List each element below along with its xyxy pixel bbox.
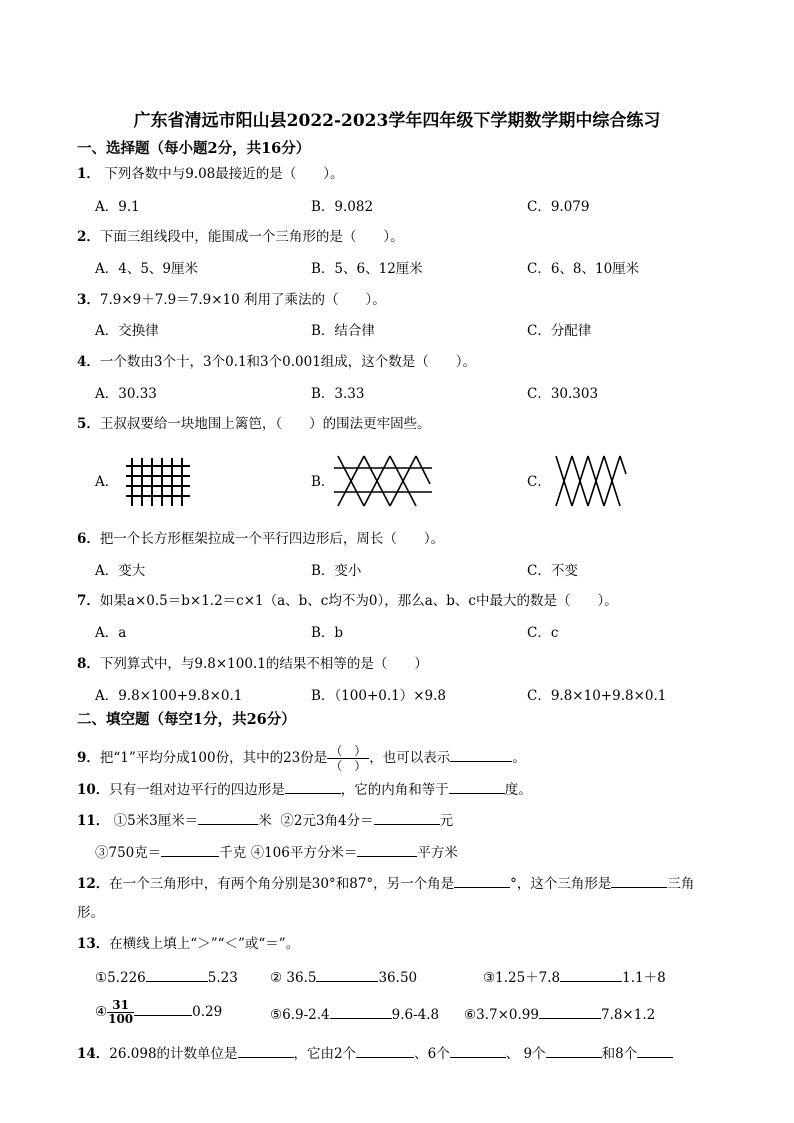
- unit-label: 平方米: [417, 845, 458, 861]
- compare-left: 36.5: [286, 970, 317, 986]
- answer-blank[interactable]: [357, 842, 417, 857]
- question-number: 3．: [77, 292, 100, 308]
- question-5: [77, 415, 431, 433]
- answer-blank[interactable]: [161, 842, 219, 857]
- answer-blank[interactable]: [146, 967, 208, 982]
- question-7: [77, 592, 618, 610]
- question-number: 8．: [77, 656, 100, 672]
- question-number: 11．: [77, 813, 110, 829]
- answer-blank[interactable]: [238, 1043, 294, 1058]
- question-text: 、 9个: [505, 1046, 546, 1062]
- option-b: B．9.082: [311, 199, 374, 215]
- option-c: C．30.303: [527, 386, 599, 402]
- question-text: 750克＝: [108, 845, 162, 861]
- question-14: [77, 1043, 673, 1063]
- option-a: A．: [95, 474, 119, 490]
- unit-label: 千克: [219, 845, 247, 861]
- compare-right: 7.8×1.2: [600, 1007, 656, 1023]
- question-4: [77, 353, 476, 371]
- circled-number: ⑤: [270, 1007, 283, 1023]
- compare-left: 1.25＋7.8: [495, 970, 561, 986]
- compare-item-1: [95, 967, 238, 987]
- question-8: [77, 655, 428, 673]
- answer-blank[interactable]: [134, 1001, 192, 1016]
- compare-right: 5.23: [207, 970, 238, 986]
- fraction: [107, 999, 134, 1026]
- circled-number: ④: [95, 1004, 108, 1020]
- option-a: A．9.1: [95, 199, 140, 215]
- question-text: 和8个: [601, 1046, 638, 1062]
- fence-grid-figure: [124, 456, 194, 508]
- compare-right: 36.50: [378, 970, 418, 986]
- option-a: A．9.8×100+9.8×0.1: [95, 688, 243, 704]
- option-c: C．: [527, 474, 551, 490]
- section-heading-choice: 一、选择题（每小题2分，共16分）: [77, 140, 311, 157]
- question-12-continued: 形。: [77, 905, 104, 921]
- question-text: 把一个长方形框架拉成一个平行四边形后，周长（ ）。: [99, 531, 445, 547]
- question-text: 只有一组对边平行的四边形是: [109, 782, 285, 798]
- compare-right: 1.1＋8: [622, 970, 666, 986]
- question-text: 在一个三角形中，有两个角分别是30°和87°，另一个角是: [109, 876, 455, 892]
- compare-item-3: [483, 967, 666, 987]
- fraction-denominator: （ ）: [330, 759, 367, 773]
- option-c: C．分配律: [527, 323, 592, 339]
- answer-blank[interactable]: [450, 1043, 506, 1058]
- question-text: 下列各数中与9.08最接近的是（ ）。: [104, 166, 344, 182]
- question-text: 。: [512, 750, 526, 766]
- fence-zigzag-figure: [552, 454, 628, 508]
- question-number: 13．: [77, 936, 110, 952]
- unit-label: 米: [258, 813, 272, 829]
- answer-blank[interactable]: [546, 1043, 602, 1058]
- fraction-numerator: （ ）: [327, 744, 369, 759]
- option-c: C．6、8、10厘米: [527, 261, 640, 277]
- question-text: 王叔叔要给一块地围上篱笆，（ ）的围法更牢固些。: [99, 416, 431, 432]
- question-text: 5米3厘米＝: [127, 813, 199, 829]
- answer-blank[interactable]: [539, 1004, 601, 1019]
- question-text: 26.098的计数单位是: [109, 1046, 238, 1062]
- question-13: [77, 935, 299, 953]
- option-b: B．（100+0.1）×9.8: [311, 688, 446, 704]
- circled-number: ③: [95, 845, 109, 861]
- option-b: B．b: [311, 625, 344, 641]
- question-number: 4．: [77, 354, 100, 370]
- circled-number: ⑥: [464, 1007, 477, 1023]
- compare-item-5: [270, 1004, 439, 1024]
- question-number: 1．: [77, 166, 100, 182]
- answer-blank[interactable]: [374, 810, 440, 825]
- question-number: 5．: [77, 416, 100, 432]
- question-text: °，这个三角形是: [510, 876, 612, 892]
- compare-right: 9.6-4.8: [391, 1007, 440, 1023]
- option-a: A．交换律: [95, 323, 159, 339]
- compare-right: 0.29: [192, 1004, 223, 1020]
- question-12: [77, 873, 694, 893]
- question-text: 7.9×9＋7.9＝7.9×10 利用了乘法的（ ）。: [99, 292, 386, 308]
- option-a: A．变大: [95, 563, 146, 579]
- question-number: 2．: [77, 229, 100, 245]
- circled-number: ②: [270, 970, 283, 986]
- question-9: [77, 742, 526, 774]
- fence-triangle-figure: [334, 452, 434, 510]
- answer-blank[interactable]: [560, 967, 622, 982]
- question-text: 把“1”平均分成100份，其中的23份是: [99, 750, 328, 766]
- answer-blank[interactable]: [285, 779, 341, 794]
- compare-item-6: [464, 1004, 655, 1024]
- fraction-denominator: 100: [108, 1012, 134, 1026]
- compare-left: 5.226: [107, 970, 146, 986]
- question-text: 下面三组线段中，能围成一个三角形的是（ ）。: [99, 229, 404, 245]
- compare-left: 6.9-2.4: [282, 1007, 330, 1023]
- question-text: ，也可以表示: [369, 750, 451, 766]
- compare-item-2: [270, 967, 417, 987]
- option-a: A．4、5、9厘米: [95, 261, 199, 277]
- option-b: B．结合律: [311, 323, 375, 339]
- question-text: 下列算式中，与9.8×100.1的结果不相等的是（ ）: [99, 656, 428, 672]
- option-a: A．30.33: [95, 386, 157, 402]
- option-b: B．: [311, 474, 335, 490]
- question-text: 、6个: [414, 1046, 450, 1062]
- option-b: B．5、6、12厘米: [311, 261, 423, 277]
- question-text: 106平方分米＝: [264, 845, 358, 861]
- question-3: [77, 291, 386, 309]
- question-text: 一个数由3个十，3个0.1和3个0.001组成，这个数是（ ）。: [99, 354, 477, 370]
- question-text: 2元3角4分＝: [293, 813, 374, 829]
- answer-blank[interactable]: [316, 967, 378, 982]
- fraction-numerator: 31: [107, 999, 134, 1013]
- answer-blank[interactable]: [330, 1004, 392, 1019]
- question-number: 7．: [77, 593, 100, 609]
- option-b: B．3.33: [311, 386, 365, 402]
- option-a: A．a: [95, 625, 127, 641]
- question-6: [77, 530, 444, 548]
- fraction-blank[interactable]: [327, 744, 369, 773]
- answer-blank[interactable]: [611, 873, 667, 888]
- circled-number: ②: [280, 813, 294, 829]
- question-11: [77, 810, 453, 830]
- question-text: ，它的内角和等于: [340, 782, 449, 798]
- answer-blank[interactable]: [198, 810, 258, 825]
- section-heading-fill: 二、填空题（每空1分，共26分）: [77, 711, 296, 728]
- answer-blank[interactable]: [454, 873, 510, 888]
- question-number: 14．: [77, 1046, 110, 1062]
- question-11-row-2: [95, 842, 458, 862]
- question-number: 6．: [77, 531, 100, 547]
- circled-number: ④: [250, 845, 265, 861]
- answer-blank[interactable]: [637, 1043, 673, 1058]
- question-text: ，它由2个: [293, 1046, 357, 1062]
- question-number: 9．: [77, 750, 100, 766]
- option-c: C．9.8×10+9.8×0.1: [527, 688, 667, 704]
- question-text: 度。: [504, 782, 532, 798]
- answer-blank[interactable]: [449, 779, 505, 794]
- question-10: [77, 779, 532, 799]
- option-c: C．9.079: [527, 199, 590, 215]
- compare-left: 3.7×0.99: [476, 1007, 539, 1023]
- question-text: 在横线上填上“＞”“＜”或“＝”。: [109, 936, 300, 952]
- page-title: 广东省清远市阳山县2022-2023学年四年级下学期数学期中综合练习: [133, 111, 661, 131]
- option-c: C．不变: [527, 563, 578, 579]
- circled-number: ③: [483, 970, 496, 986]
- answer-blank[interactable]: [356, 1043, 414, 1058]
- question-2: [77, 228, 404, 246]
- unit-label: 元: [439, 813, 454, 829]
- question-number: 10．: [77, 782, 110, 798]
- option-b: B．变小: [311, 563, 362, 579]
- answer-blank[interactable]: [450, 747, 512, 762]
- question-text: 三角: [667, 876, 695, 892]
- compare-item-4: [95, 996, 222, 1028]
- circled-number: ①: [113, 813, 128, 829]
- option-c: C．c: [527, 625, 559, 641]
- question-text: 如果a×0.5＝b×1.2＝c×1（a、b、c均不为0），那么a、b、c中最大的数是（ ）。: [99, 593, 618, 609]
- circled-number: ①: [95, 970, 108, 986]
- question-1: [77, 165, 344, 183]
- question-number: 12．: [77, 876, 110, 892]
